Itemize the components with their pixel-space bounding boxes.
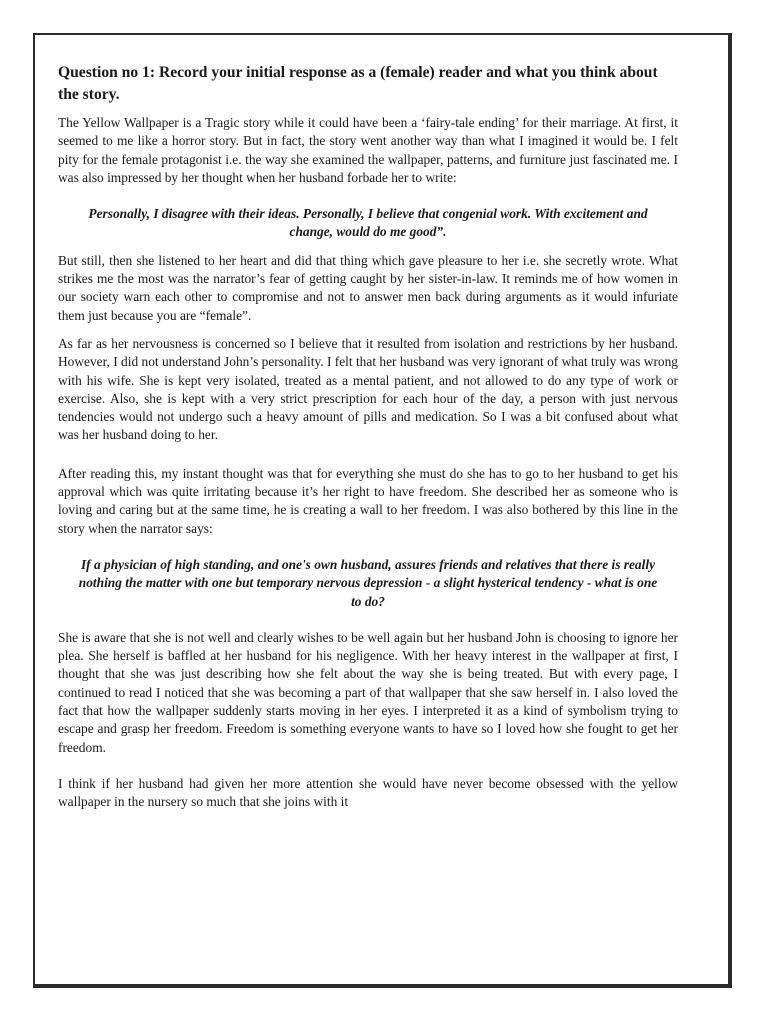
paragraph-4: After reading this, my instant thought was that for everything she must do she has to go to her husband to get his approval which was quite irritating because it’s her right to have freedom. She described her as someone who is loving and caring but at the same time, he is creating a wall to her freedom. I was also bothered by this line in the story when the narrator says: <box>58 465 678 536</box>
question-heading: Question no 1: Record your initial response as a (female) reader and what you think about the story. <box>58 64 658 103</box>
paragraph-1: The Yellow Wallpaper is a Tragic story while it could have been a ‘fairy-tale ending’ for their marriage. At first, it seemed to me like a horror story. But in fact, the story went another way than what I imagined it would be. I felt pity for the female protagonist i.e. the way she examined the wallpaper, patterns, and furniture just fascinated me. I was also impressed by her thought when her husband forbade her to write: <box>58 115 678 185</box>
paragraph-2: But still, then she listened to her heart and did that thing which gave pleasure to her i.e. she secretly wrote. What strikes me the most was the narrator’s fear of getting caught by her sister-in-law. It reminds me of how women in our society warn each other to compromise and not to answer men back during arguments as it would infuriate them just because you are “female”. <box>58 252 678 323</box>
paragraph-5: She is aware that she is not well and clearly wishes to be well again but her husband John is choosing to ignore her plea. She herself is baffled at her husband for his negligence. With her heavy interest in the wallpaper at first, I thought that she was just describing how she felt about the way she is being treated. But with every page, I continued to read I noticed that she was becoming a part of that wallpaper that she saw herself in. I also loved the fact that how the wallpaper suddenly starts moving in her eyes. I interpreted it as a kind of symbolism trying to escape and grasp her freedom. Freedom is something everyone wants to have so I loved how she fought to get her freedom. <box>58 629 678 755</box>
quote-1: Personally, I disagree with their ideas. Personally, I believe that congenial work. With excitement and change, would do me good”. <box>88 206 648 240</box>
paragraph-3: As far as her nervousness is concerned so I believe that it resulted from isolation and restrictions by her husband. However, I did not understand John’s personality. I felt that her husband was very ignorant of what truly was wrong with his wife. She is kept very isolated, treated as a mental patient, and not allowed to do any type of work or exercise. Also, she is kept with a very strict prescription for each hour of the day, a person with just nervous tendencies would not undergo such a heavy amount of pills and medication. So I was a bit confused about what was her husband doing to her. <box>58 335 679 443</box>
document-body <box>58 62 678 822</box>
quote-2: If a physician of high standing, and one's own husband, assures friends and relatives that there is really nothing the matter with one but temporary nervous depression - a slight hysterical tendency - what is one to do? <box>78 556 658 609</box>
paragraph-6: I think if her husband had given her more attention she would have never become obsessed with the yellow wallpaper in the nursery so much that she joins with it <box>58 775 678 810</box>
